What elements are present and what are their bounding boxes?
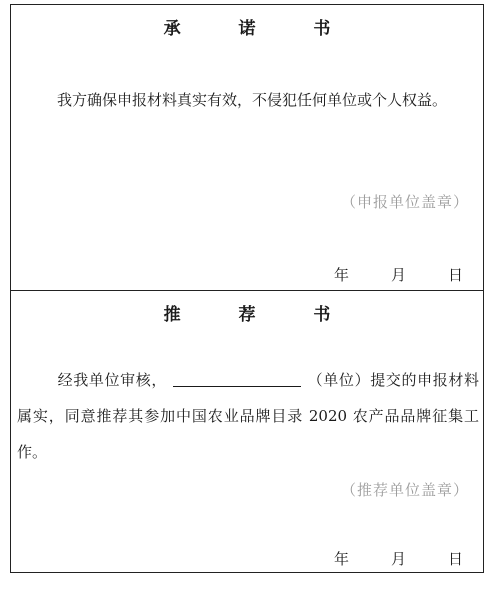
recommendation-title: 推 荐 书 — [163, 305, 357, 325]
recommendation-date-row — [334, 548, 463, 569]
recommendation-text-start: 经我单位审核， — [57, 371, 168, 389]
year-label: 年 — [333, 266, 349, 284]
month-label: 月 — [390, 550, 406, 568]
unit-name-blank[interactable] — [173, 370, 301, 387]
day-label: 日 — [447, 266, 463, 284]
year-label: 年 — [333, 550, 349, 568]
commitment-title: 承 诺 书 — [163, 19, 357, 39]
month-label: 月 — [390, 266, 406, 284]
recommendation-text-end: （单位）提交的申报材料属实，同意推荐其参加中国农业品牌目录 2020 农产品品牌征集工作。 — [17, 371, 479, 461]
recommender-seal-label: （推荐单位盖章） — [340, 481, 469, 499]
recommendation-section — [11, 290, 483, 573]
commitment-date-row — [334, 264, 463, 285]
day-label: 日 — [447, 550, 463, 568]
applicant-seal-label: （申报单位盖章） — [340, 193, 469, 211]
recommendation-text-block — [17, 362, 479, 470]
form-table — [10, 4, 484, 573]
commitment-section — [11, 5, 483, 290]
commitment-text-block — [17, 82, 479, 118]
commitment-text: 我方确保申报材料真实有效，不侵犯任何单位或个人权益。 — [57, 91, 448, 109]
